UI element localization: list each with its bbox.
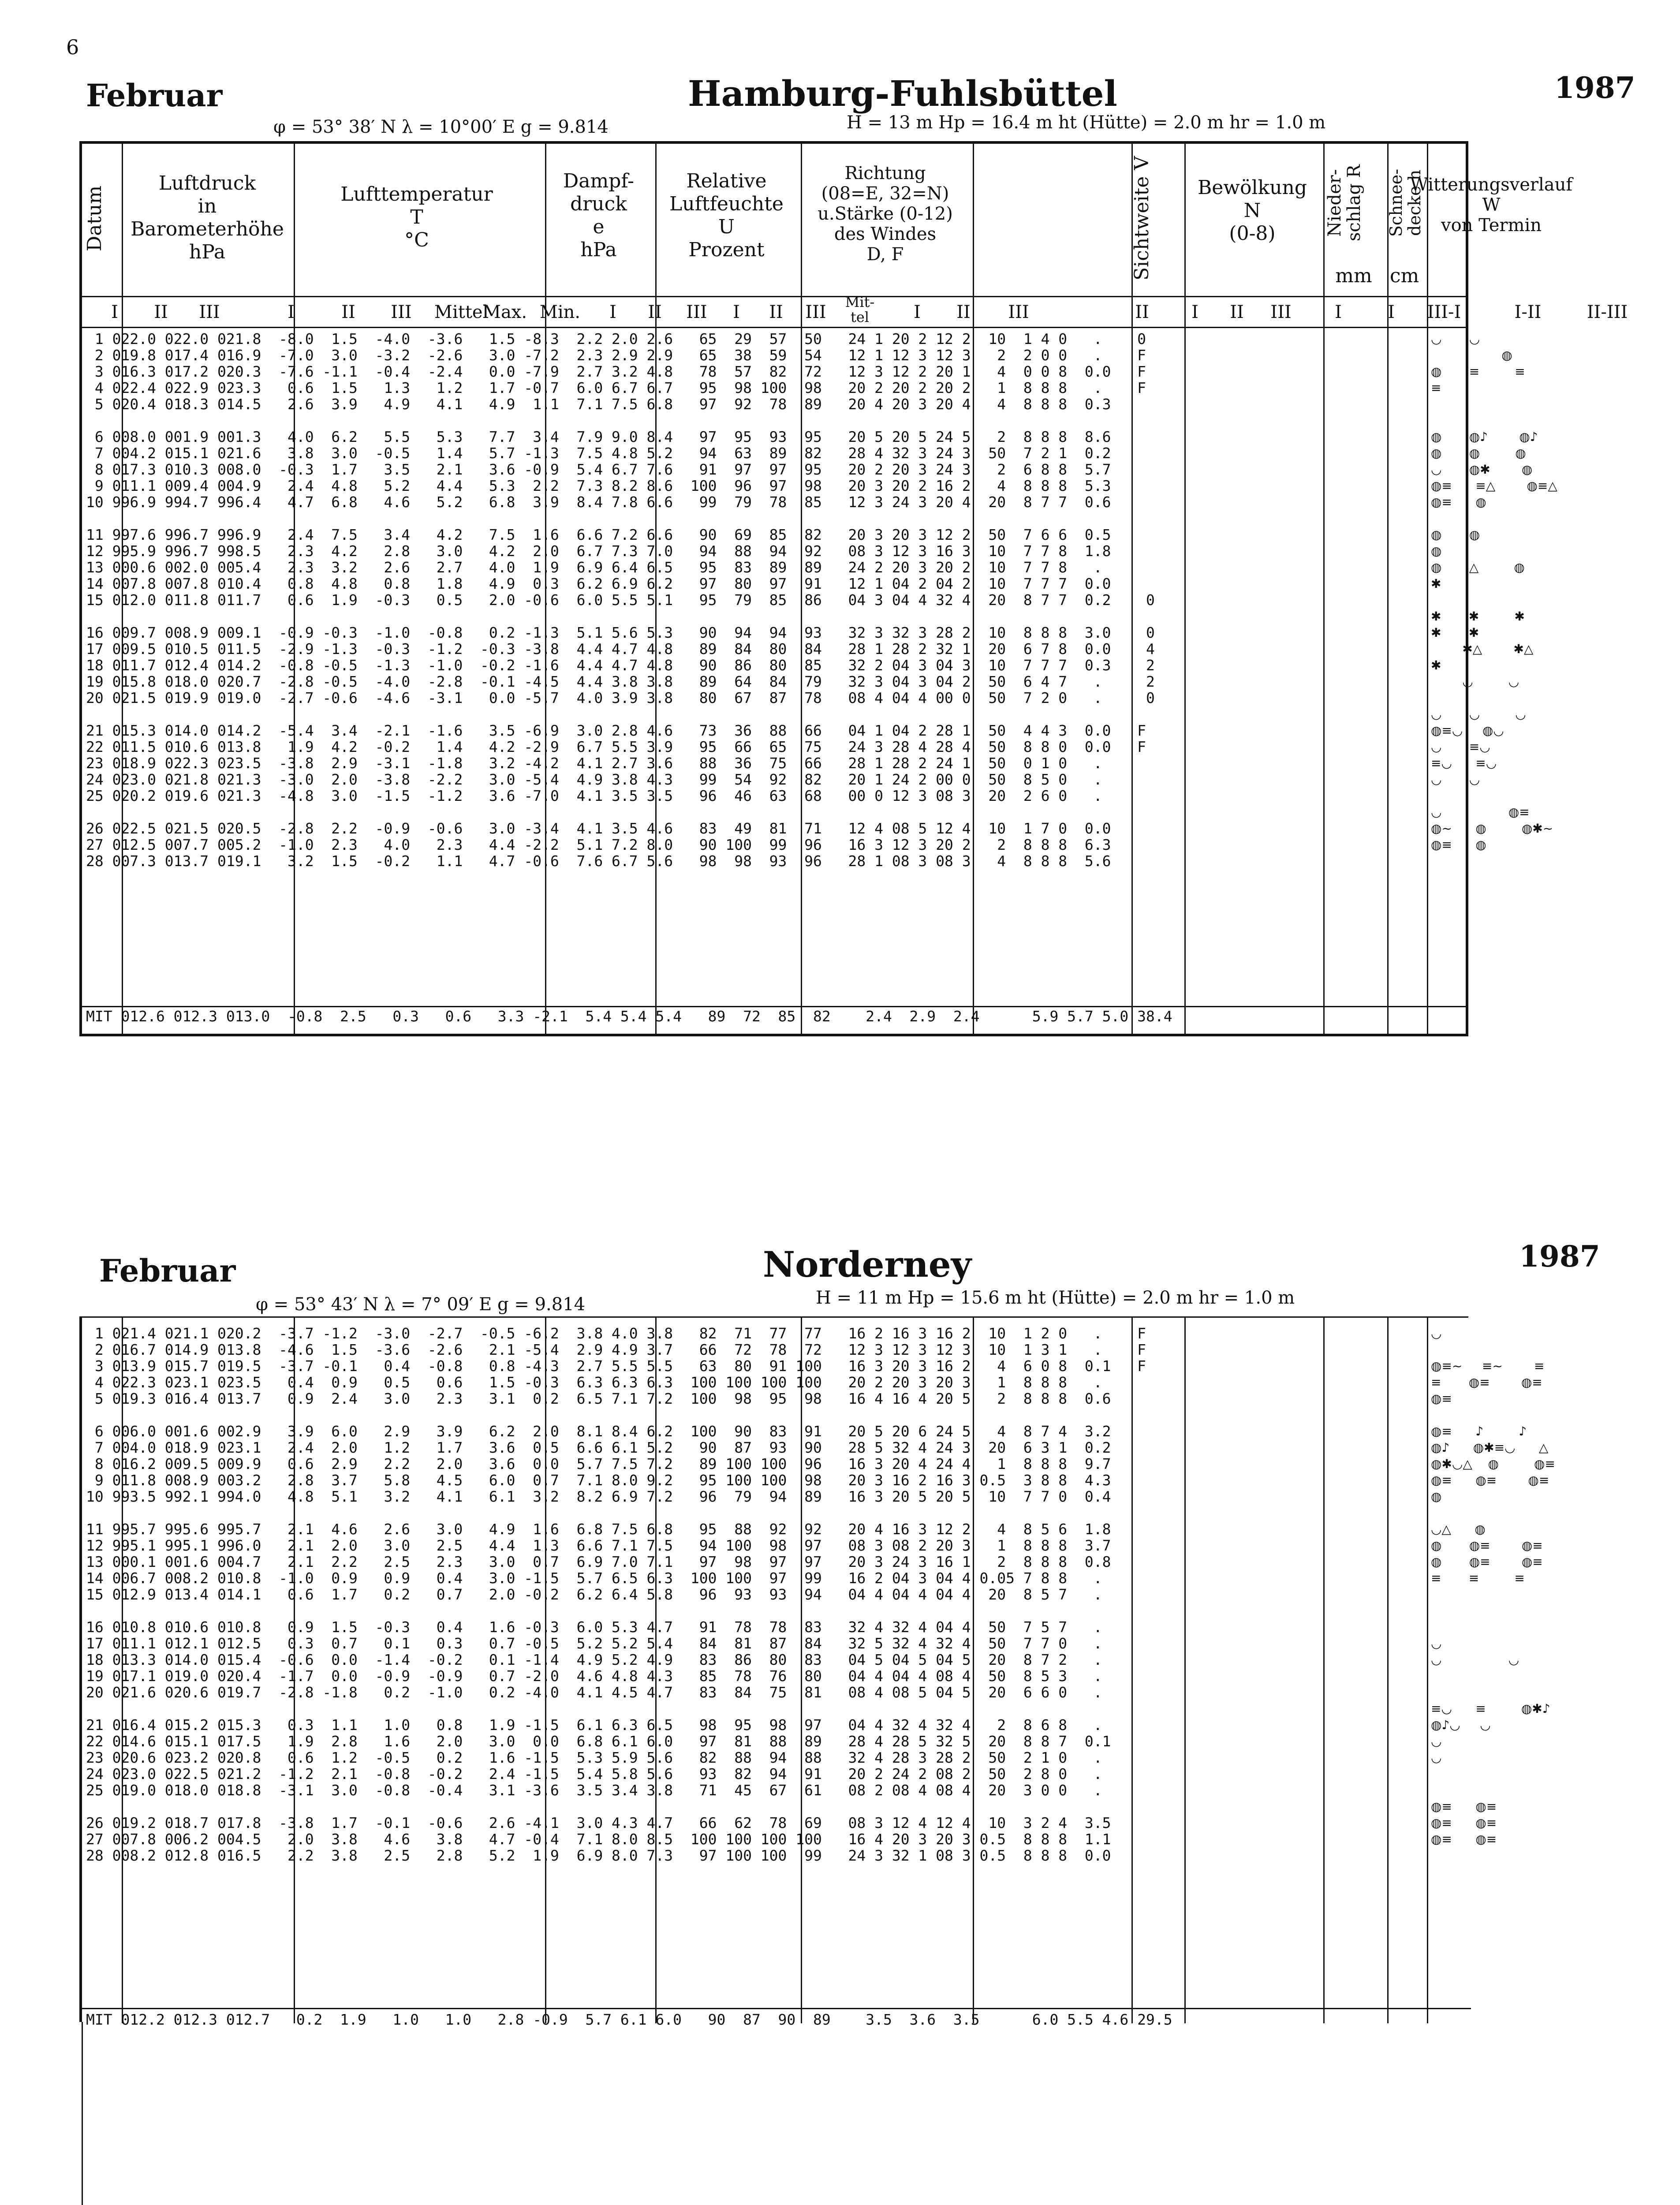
table-row: 14 006.7 008.2 010.8 -1.0 0.9 0.9 0.4 3.0 -1.5 5.7 6.5 6.3 100 100 97 99 16 2 04 3 04 4 0.05 7 8 8 . [86, 1570, 1102, 1587]
table-row: 27 007.8 006.2 004.5 2.0 3.8 4.6 3.8 4.7 -0.4 7.1 8.0 8.5 100 100 100 100 16 4 20 3 20 3 0.5 8 8 8 1.1 [86, 1831, 1111, 1848]
weather-symbol-row: ◍≡ [1431, 1391, 1452, 1406]
weather-symbol-row: ◡ ◡ [1431, 332, 1480, 346]
weather-symbol-row: ◍~ ◍ ◍✱~ [1431, 821, 1553, 836]
table-row: 4 022.3 023.1 023.5 0.4 0.9 0.5 0.6 1.5 -0.3 6.3 6.3 6.3 100 100 100 100 20 2 20 3 20 3 1 8 8 8 . [86, 1374, 1102, 1391]
table-row [86, 412, 1155, 429]
station-title: Hamburg-Fuhlsbüttel [688, 73, 1117, 114]
table-row: 25 020.2 019.6 021.3 -4.8 3.0 -1.5 -1.2 3.6 -7.0 4.1 3.5 3.5 96 46 63 68 00 0 12 3 08 3 20 2 6 0 . [86, 787, 1102, 804]
weather-symbol-row [1431, 1782, 1555, 1798]
column-subheader: Max. [483, 302, 527, 322]
norderney-weather-symbols [1431, 1325, 1555, 1847]
subheader-divider [82, 327, 1466, 328]
weather-symbol-row [1431, 788, 1557, 804]
column-subheader: II [1135, 302, 1149, 322]
norderney-monthly-mean: MIT 012.2 012.3 012.7 0.2 1.9 1.0 1.0 2.8 -0.9 5.7 6.1 6.0 90 87 90 89 3.5 3.6 3.5 6.0 5.5 4.6 29.5 [86, 2011, 1172, 2028]
weather-symbol-row: ◍≡ ♪ ♪ [1431, 1424, 1527, 1439]
weather-symbol-row: ≡ [1431, 381, 1441, 395]
hamburg-weather-symbols [1431, 331, 1557, 853]
weather-symbol-row: ◡ [1431, 1326, 1442, 1341]
weather-symbol-row: ◍ ◍ ◍ [1431, 446, 1526, 460]
weather-symbol-row: ◍≡ ◍≡ [1431, 1799, 1497, 1814]
weather-symbol-row: ◍ ◍♪ ◍♪ [1431, 430, 1538, 444]
header-lufttemperatur: Lufttemperatur T °C [340, 183, 493, 251]
weather-symbol-row: ◍ ◍≡ ◍≡ [1431, 1555, 1543, 1569]
table-row: 2 019.8 017.4 016.9 -7.0 3.0 -3.2 -2.6 3.0 -7.2 2.3 2.9 2.9 65 38 59 54 12 1 12 3 12 3 2 2 0 0 . F [86, 347, 1146, 364]
column-subheader: II [769, 302, 783, 322]
weather-symbol-row: ≡◡ ≡◡ [1431, 756, 1497, 770]
table-row: 2 016.7 014.9 013.8 -4.6 1.5 -3.6 -2.6 2.1 -5.4 2.9 4.9 3.7 66 72 78 72 12 3 12 3 12 3 10 1 3 1 . F [86, 1341, 1146, 1358]
weather-symbol-row [1431, 1766, 1555, 1782]
hamburg-data-rows [86, 331, 1155, 869]
weather-symbol-row: ◍ ◍ [1431, 527, 1480, 542]
month-title: Februar [99, 1252, 236, 1289]
table-row [86, 1700, 1146, 1717]
weather-symbol-row: ◍ ≡ ≡ [1431, 364, 1525, 379]
weather-symbol-row: ◡ ◡ [1431, 1652, 1519, 1667]
column-subheader: III [1270, 302, 1292, 322]
table-row: 11 997.6 996.7 996.9 2.4 7.5 3.4 4.2 7.5 1.6 6.6 7.2 6.6 90 69 85 82 20 3 20 3 12 2 50 7 6 6 0.5 [86, 526, 1111, 543]
weather-symbol-row: ◍≡~ ≡~ ≡ [1431, 1359, 1545, 1373]
table-row: 24 023.0 021.8 021.3 -3.0 2.0 -3.8 -2.2 3.0 -5.4 4.9 3.8 4.3 99 54 92 82 20 1 24 2 00 0 50 8 5 0 . [86, 771, 1102, 788]
table-row: 18 011.7 012.4 014.2 -0.8 -0.5 -1.3 -1.0 -0.2 -1.6 4.4 4.7 4.8 90 86 80 85 32 2 04 3 04 3 10 7 7 7 0.3 2 [86, 657, 1155, 674]
col-divider [1323, 1318, 1325, 2023]
table-row: 23 020.6 023.2 020.8 0.6 1.2 -0.5 0.2 1.6 -1.5 5.3 5.9 5.6 82 88 94 88 32 4 28 3 28 2 50 2 1 0 . [86, 1749, 1102, 1766]
table-row: 10 993.5 992.1 994.0 4.8 5.1 3.2 4.1 6.1 3.2 8.2 6.9 7.2 96 79 94 89 16 3 20 5 20 5 10 7 7 0 0.4 [86, 1488, 1111, 1505]
table-row: 28 008.2 012.8 016.5 2.2 3.8 2.5 2.8 5.2 1.9 6.9 8.0 7.3 97 100 100 99 24 3 32 1 08 3 0.5 8 8 8 0.0 [86, 1847, 1111, 1864]
column-subheader: II-III [1587, 302, 1628, 322]
mean-divider [82, 1006, 1466, 1007]
col-divider [1184, 1318, 1186, 2023]
header-witterung: Witterungsverlauf W von Termin [1410, 175, 1573, 235]
table-row: 9 011.8 008.9 003.2 2.8 3.7 5.8 4.5 6.0 0.7 7.1 8.0 9.2 95 100 100 98 20 3 16 2 16 3 0.5 3 8 8 4.3 [86, 1472, 1111, 1489]
header-luftdruck: Luftdruck in Barometerhöhe hPa [131, 172, 284, 263]
hamburg-monthly-mean: MIT 012.6 012.3 013.0 -0.8 2.5 0.3 0.6 3.3 -2.1 5.4 5.4 5.4 89 72 85 82 2.4 2.9 2.4 5.9 5.7 5.0 38.4 [86, 1008, 1172, 1025]
column-subheader: I [1388, 302, 1395, 322]
weather-symbol-row: ◡ ◍≡ [1431, 805, 1530, 819]
weather-symbol-row [1431, 1603, 1555, 1619]
table-row: 18 013.3 014.0 015.4 -0.6 0.0 -1.4 -0.2 0.1 -1.4 4.9 5.2 4.9 83 86 80 83 04 5 04 5 04 5 20 8 7 2 . [86, 1651, 1102, 1668]
table-row [86, 510, 1155, 527]
weather-symbol-row: ◡ ◡ [1431, 674, 1519, 689]
column-subheader: II [154, 302, 168, 322]
weather-symbol-row: ◡ ◍✱ ◍ [1431, 462, 1533, 477]
table-row: 7 004.2 015.1 021.6 3.8 3.0 -0.5 1.4 5.7 -1.3 7.5 4.8 5.2 94 63 89 82 28 4 32 3 24 3 50 7 2 1 0.2 [86, 445, 1111, 462]
table-row: 1 022.0 022.0 021.8 -8.0 1.5 -4.0 -3.6 1.5 -8.3 2.2 2.0 2.6 65 29 57 50 24 1 20 2 12 2 10 1 4 0 . 0 [86, 330, 1146, 348]
col-divider [1184, 144, 1186, 1034]
weather-symbol-row: ≡ ◍≡ ◍≡ [1431, 1375, 1542, 1390]
table-row: 15 012.0 011.8 011.7 0.6 1.9 -0.3 0.5 2.0 -0.6 6.0 5.5 5.1 95 79 85 86 04 3 04 4 32 4 20 8 7 7 0.2 0 [86, 591, 1155, 609]
weather-symbol-row [1431, 1505, 1555, 1521]
weather-symbol-row: ✱ [1431, 658, 1441, 673]
weather-symbol-row: ◍ [1431, 348, 1512, 363]
weather-symbol-row: ≡ ≡ ≡ [1431, 1571, 1525, 1585]
weather-symbol-row: ◍♪◡ ◡ [1431, 1718, 1491, 1732]
table-row: 9 011.1 009.4 004.9 2.4 4.8 5.2 4.4 5.3 2.2 7.3 8.2 8.6 100 96 97 98 20 3 20 2 16 2 4 8 8 8 5.3 [86, 477, 1111, 494]
header-luftfeuchte: Relative Luftfeuchte U Prozent [669, 170, 784, 261]
weather-symbol-row: ✱ [1431, 576, 1441, 591]
table-row: 19 017.1 019.0 020.4 -1.7 0.0 -0.9 -0.9 0.7 -2.0 4.6 4.8 4.3 85 78 76 80 04 4 04 4 08 4 50 8 5 3 . [86, 1667, 1102, 1685]
column-subheader: III [686, 302, 707, 322]
weather-symbol-row: ◡△ ◍ [1431, 1522, 1486, 1536]
table-row: 3 016.3 017.2 020.3 -7.6 -1.1 -0.4 -2.4 0.0 -7.9 2.7 3.2 4.8 78 57 82 72 12 3 12 2 20 1 4 0 0 8 0.0 F [86, 363, 1146, 380]
column-subheader: Mit- tel [845, 294, 875, 325]
station-heights: H = 13 m Hp = 16.4 m ht (Hütte) = 2.0 m hr = 1.0 m [847, 112, 1326, 133]
header-divider [82, 296, 1466, 297]
weather-symbol-row [1431, 1342, 1555, 1358]
year-label: 1987 [1519, 1239, 1600, 1274]
weather-symbol-row [1431, 1619, 1555, 1635]
weather-symbol-row [1431, 510, 1557, 527]
table-row: 1 021.4 021.1 020.2 -3.7 -1.2 -3.0 -2.7 -0.5 -6.2 3.8 4.0 3.8 82 71 77 77 16 2 16 3 16 2 10 1 2 0 . F [86, 1325, 1146, 1342]
weather-symbol-row: ◍≡◡ ◍◡ [1431, 723, 1504, 738]
weather-symbol-row: ◍ △ ◍ [1431, 560, 1525, 575]
weather-symbol-row: ✱△ ✱△ [1431, 642, 1534, 656]
table-row: 20 021.6 020.6 019.7 -2.8 -1.8 0.2 -1.0 0.2 -4.0 4.1 4.5 4.7 83 84 75 81 08 4 08 5 04 5 20 6 6 0 . [86, 1684, 1102, 1701]
column-subheader: II [341, 302, 355, 322]
table-row: 16 010.8 010.6 010.8 0.9 1.5 -0.3 0.4 1.6 -0.3 6.0 5.3 4.7 91 78 78 83 32 4 32 4 04 4 50 7 5 7 . [86, 1618, 1102, 1636]
header-bewoelkung: Bewölkung N (0-8) [1197, 176, 1307, 245]
mean-divider [82, 2008, 1471, 2009]
weather-symbol-row: ◍ [1431, 544, 1442, 558]
table-row: 28 007.3 013.7 019.1 3.2 1.5 -0.2 1.1 4.7 -0.6 7.6 6.7 5.6 98 98 93 96 28 1 08 3 08 3 4 8 8 8 5.6 [86, 852, 1111, 870]
table-row [86, 1505, 1146, 1521]
table-row [86, 1407, 1146, 1423]
table-row: 8 017.3 010.3 008.0 -0.3 1.7 3.5 2.1 3.6 -0.9 5.4 6.7 7.6 91 97 97 95 20 2 20 3 24 3 2 6 8 8 5.7 [86, 461, 1111, 478]
weather-symbol-row [1431, 592, 1557, 608]
weather-symbol-row: ◍♪ ◍✱≡◡ △ [1431, 1440, 1549, 1455]
table-row [86, 608, 1155, 624]
weather-symbol-row: ◍ ◍≡ ◍≡ [1431, 1538, 1543, 1553]
header-datum: Datum [83, 185, 106, 251]
header-schneedecke: Schnee- decke h [1386, 168, 1424, 237]
weather-symbol-row: ◍≡ ◍≡ [1431, 1816, 1497, 1830]
weather-symbol-row [1431, 1684, 1555, 1700]
column-subheader: III-I [1427, 302, 1461, 322]
table-row: 13 000.6 002.0 005.4 2.3 3.2 2.6 2.7 4.0 1.9 6.9 6.4 6.5 95 83 89 89 24 2 20 3 20 2 10 7 7 8 . [86, 559, 1102, 576]
table-row: 10 996.9 994.7 996.4 4.7 6.8 4.6 5.2 6.8 3.9 8.4 7.8 6.6 99 79 78 85 12 3 24 3 20 4 20 8 7 7 0.6 [86, 493, 1111, 511]
table-row: 25 019.0 018.0 018.8 -3.1 3.0 -0.8 -0.4 3.1 -3.6 3.5 3.4 3.8 71 45 67 61 08 2 08 4 08 4 20 3 0 0 . [86, 1782, 1102, 1799]
header-dampfdruck: Dampf- druck e hPa [563, 170, 634, 261]
table-row: 13 000.1 001.6 004.7 2.1 2.2 2.5 2.3 3.0 0.7 6.9 7.0 7.1 97 98 97 97 20 3 24 3 16 1 2 8 8 8 0.8 [86, 1553, 1111, 1570]
page-number: 6 [66, 35, 79, 59]
table-row: 26 019.2 018.7 017.8 -3.8 1.7 -0.1 -0.6 2.6 -4.1 3.0 4.3 4.7 66 62 78 69 08 3 12 4 12 4 10 3 2 4 3.5 [86, 1814, 1111, 1831]
table-row: 5 020.4 018.3 014.5 2.6 3.9 4.9 4.1 4.9 1.1 7.1 7.5 6.8 97 92 78 89 20 4 20 3 20 4 4 8 8 8 0.3 [86, 396, 1111, 413]
table-row: 3 013.9 015.7 019.5 -3.7 -0.1 0.4 -0.8 0.8 -4.3 2.7 5.5 5.5 63 80 91 100 16 3 20 3 16 2 4 6 0 8 0.1 F [86, 1357, 1146, 1375]
table-row: 11 995.7 995.6 995.7 2.1 4.6 2.6 3.0 4.9 1.6 6.8 7.5 6.8 95 88 92 92 20 4 16 3 12 2 4 8 5 6 1.8 [86, 1521, 1111, 1538]
header-wind: Richtung (08=E, 32=N) u.Stärke (0-12) des Windes D, F [818, 163, 953, 265]
table-row [86, 1603, 1146, 1619]
table-row: 4 022.4 022.9 023.3 0.6 1.5 1.3 1.2 1.7 -0.7 6.0 6.7 6.7 95 98 100 98 20 2 20 2 20 2 1 8 8 8 . F [86, 379, 1146, 396]
table-row: 7 004.0 018.9 023.1 2.4 2.0 1.2 1.7 3.6 0.5 6.6 6.1 5.2 90 87 93 90 28 5 32 4 24 3 20 6 3 1 0.2 [86, 1439, 1111, 1456]
column-subheader: Min. [539, 302, 581, 322]
column-subheader: I [914, 302, 921, 322]
header-niederschlag-unit: mm [1335, 265, 1372, 287]
col-divider [1427, 1318, 1428, 2023]
column-subheader: I [1335, 302, 1342, 322]
weather-symbol-row [1431, 396, 1557, 412]
weather-symbol-row: ◡ ◡ ◡ [1431, 707, 1526, 721]
weather-symbol-row: ◡ [1431, 1750, 1442, 1765]
weather-symbol-row: ◡ [1431, 1636, 1442, 1651]
table-row: 24 023.0 022.5 021.2 -1.2 2.1 -0.8 -0.2 2.4 -1.5 5.4 5.8 5.6 93 82 94 91 20 2 24 2 08 2 50 2 8 0 . [86, 1765, 1102, 1783]
column-subheader: I [609, 302, 616, 322]
column-subheader: III [805, 302, 826, 322]
weather-symbol-row: ◍≡ ◍≡ [1431, 1832, 1497, 1846]
table-row: 17 011.1 012.1 012.5 0.3 0.7 0.1 0.3 0.7 -0.5 5.2 5.2 5.4 84 81 87 84 32 5 32 4 32 4 50 7 7 0 . [86, 1635, 1102, 1652]
weather-symbol-row [1431, 690, 1557, 706]
column-subheader: III [391, 302, 412, 322]
page-edge-line [82, 2022, 83, 2205]
weather-symbol-row: ◍≡ ≡△ ◍≡△ [1431, 478, 1557, 493]
table-row: 12 995.9 996.7 998.5 2.3 4.2 2.8 3.0 4.2 2.0 6.7 7.3 7.0 94 88 94 92 08 3 12 3 16 3 10 7 7 8 1.8 [86, 542, 1111, 560]
weather-symbol-row: ≡◡ ≡ ◍✱♪ [1431, 1701, 1550, 1716]
table-row: 6 008.0 001.9 001.3 4.0 6.2 5.5 5.3 7.7 3.4 7.9 9.0 8.4 97 95 93 95 20 5 20 5 24 5 2 8 8 8 8.6 [86, 428, 1111, 445]
table-row: 22 011.5 010.6 013.8 1.9 4.2 -0.2 1.4 4.2 -2.9 6.7 5.5 3.9 95 66 65 75 24 3 28 4 28 4 50 8 8 0 0.0 F [86, 738, 1146, 755]
weather-symbol-row [1431, 1407, 1555, 1423]
table-row: 26 022.5 021.5 020.5 -2.8 2.2 -0.9 -0.6 3.0 -3.4 4.1 3.5 4.6 83 49 81 71 12 4 08 5 12 4 10 1 7 0 0.0 [86, 820, 1111, 837]
table-row [86, 1798, 1146, 1815]
table-row [86, 706, 1155, 722]
weather-symbol-row: ✱ ✱ [1431, 625, 1479, 640]
norderney-data-rows [86, 1325, 1146, 1864]
table-row: 19 015.8 018.0 020.7 -2.8 -0.5 -4.0 -2.8 -0.1 -4.5 4.4 3.8 3.8 89 64 84 79 32 3 04 3 04 2 50 6 4 7 . 2 [86, 673, 1155, 690]
table-row: 14 007.8 007.8 010.4 0.8 4.8 0.8 1.8 4.9 0.3 6.2 6.9 6.2 97 80 97 91 12 1 04 2 04 2 10 7 7 7 0.0 [86, 575, 1111, 592]
weather-symbol-row: ◍ [1431, 1489, 1442, 1504]
weather-symbol-row [1431, 1668, 1555, 1684]
column-subheader: III [1008, 302, 1029, 322]
station-heights: H = 11 m Hp = 15.6 m ht (Hütte) = 2.0 m hr = 1.0 m [816, 1288, 1295, 1308]
table-row: 21 016.4 015.2 015.3 0.3 1.1 1.0 0.8 1.9 -1.5 6.1 6.3 6.5 98 95 98 97 04 4 32 4 32 4 2 8 6 8 . [86, 1716, 1102, 1734]
weather-symbol-row: ◍✱◡△ ◍ ◍≡ [1431, 1457, 1555, 1471]
weather-symbol-row: ◡ ◡ [1431, 772, 1480, 787]
table-row: 20 021.5 019.9 019.0 -2.7 -0.6 -4.6 -3.1 0.0 -5.7 4.0 3.9 3.8 80 67 87 78 08 4 04 4 00 0 50 7 2 0 . 0 [86, 689, 1155, 706]
column-subheader: Mittel [434, 302, 489, 322]
table-row: 6 006.0 001.6 002.9 3.9 6.0 2.9 3.9 6.2 2.0 8.1 8.4 6.2 100 90 83 91 20 5 20 6 24 5 4 8 7 4 3.2 [86, 1423, 1111, 1440]
column-subheader: I [111, 302, 118, 322]
station-coordinates: φ = 53° 43′ N λ = 7° 09′ E g = 9.814 [256, 1294, 586, 1315]
weather-symbol-row: ✱ ✱ ✱ [1431, 609, 1525, 624]
table-row: 22 014.6 015.1 017.5 1.9 2.8 1.6 2.0 3.0 0.0 6.8 6.1 6.0 97 81 88 89 28 4 28 5 32 5 20 8 8 7 0.1 [86, 1733, 1111, 1750]
header-niederschlag: Nieder- schlag R [1325, 164, 1364, 241]
table-row: 21 015.3 014.0 014.2 -5.4 3.4 -2.1 -1.6 3.5 -6.9 3.0 2.8 4.6 73 36 88 66 04 1 04 2 28 1 50 4 4 3 0.0 F [86, 722, 1146, 739]
table-row: 12 995.1 995.1 996.0 2.1 2.0 3.0 2.5 4.4 1.3 6.6 7.1 7.5 94 100 98 97 08 3 08 2 20 3 1 8 8 8 3.7 [86, 1537, 1111, 1554]
column-subheader: II [1230, 302, 1244, 322]
weather-symbol-row: ◍≡ ◍ [1431, 495, 1486, 509]
table-row: 23 018.9 022.3 023.5 -3.8 2.9 -3.1 -1.8 3.2 -4.2 4.1 2.7 3.6 88 36 75 66 28 1 28 2 24 1 50 0 1 0 . [86, 755, 1102, 772]
column-subheader: I-II [1514, 302, 1542, 322]
station-coordinates: φ = 53° 38′ N λ = 10°00′ E g = 9.814 [273, 117, 609, 137]
weather-symbol-row [1431, 412, 1557, 429]
weather-symbol-row: ◍≡ ◍≡ ◍≡ [1431, 1473, 1549, 1487]
header-sichtweite: Sichtweite V [1131, 156, 1153, 281]
year-label: 1987 [1554, 71, 1635, 105]
table-row [86, 804, 1155, 820]
column-subheader: II [648, 302, 662, 322]
table-row: 17 009.5 010.5 011.5 -2.9 -1.3 -0.3 -1.2 -0.3 -3.8 4.4 4.7 4.8 89 84 80 84 28 1 28 2 32 1 20 6 7 8 0.0 4 [86, 640, 1155, 658]
table-row: 5 019.3 016.4 013.7 0.9 2.4 3.0 2.3 3.1 0.2 6.5 7.1 7.2 100 98 95 98 16 4 16 4 20 5 2 8 8 8 0.6 [86, 1390, 1111, 1407]
col-divider [1387, 1318, 1389, 2023]
col-divider [1427, 144, 1428, 1034]
table-row: 16 009.7 008.9 009.1 -0.9 -0.3 -1.0 -0.8 0.2 -1.3 5.1 5.6 5.3 90 94 94 93 32 3 32 3 28 2 10 8 8 8 3.0 0 [86, 624, 1155, 641]
column-subheader: I [733, 302, 740, 322]
column-subheader: II [956, 302, 971, 322]
station-title: Norderney [763, 1244, 972, 1285]
weather-symbol-row: ◡ ≡◡ [1431, 740, 1490, 754]
weather-symbol-row [1431, 1586, 1555, 1603]
weather-symbol-row: ◍≡ ◍ [1431, 837, 1486, 852]
column-subheader: III [199, 302, 220, 322]
table-row: 8 016.2 009.5 009.9 0.6 2.9 2.2 2.0 3.6 0.0 5.7 7.5 7.2 89 100 100 96 16 3 20 4 24 4 1 8 8 8 9.7 [86, 1455, 1111, 1472]
month-title: Februar [86, 77, 223, 114]
weather-symbol-row: ◡ [1431, 1734, 1442, 1749]
header-schneedecke-unit: cm [1389, 265, 1419, 287]
table-row: 15 012.9 013.4 014.1 0.6 1.7 0.2 0.7 2.0 -0.2 6.2 6.4 5.8 96 93 93 94 04 4 04 4 04 4 20 8 5 7 . [86, 1586, 1102, 1603]
table-row: 27 012.5 007.7 005.2 -1.0 2.3 4.0 2.3 4.4 -2.2 5.1 7.2 8.0 90 100 99 96 16 3 12 3 20 2 2 8 8 8 6.3 [86, 836, 1111, 853]
column-subheader: I [1191, 302, 1198, 322]
column-subheader: I [287, 302, 295, 322]
